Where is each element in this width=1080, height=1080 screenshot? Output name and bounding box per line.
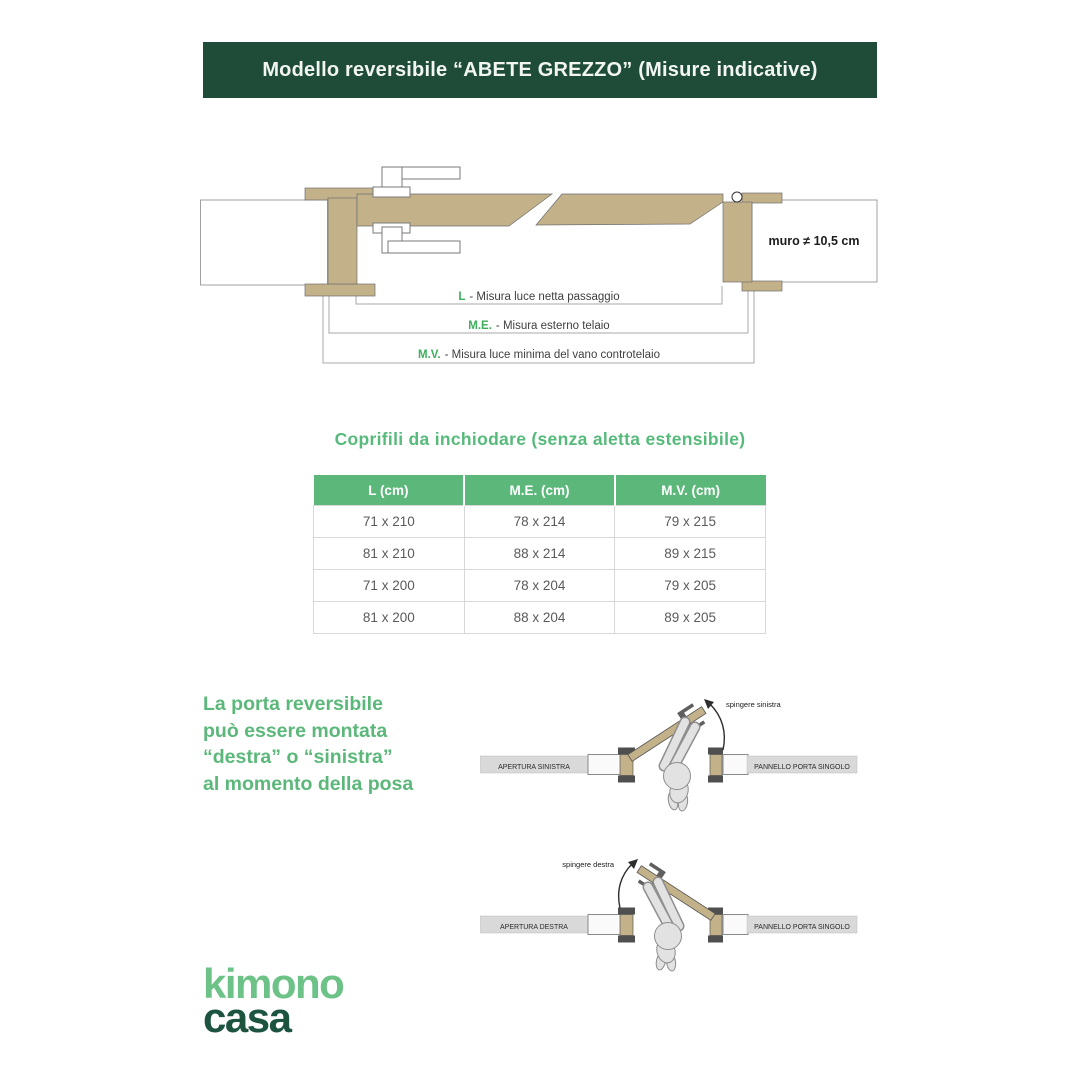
page-title: Modello reversibile “ABETE GREZZO” (Misure indicative) <box>262 58 818 81</box>
table-cell: 88 x 204 <box>464 602 615 634</box>
door-panel-left-segment <box>357 194 552 226</box>
push-arrow-icon <box>619 864 632 908</box>
table-header-row <box>314 475 766 506</box>
dimension-desc-L: - Misura luce netta passaggio <box>469 291 620 303</box>
brand-logo <box>203 960 344 1041</box>
title-banner <box>203 42 877 98</box>
dimension-abbr-MV: M.V. <box>418 349 441 361</box>
table-row <box>314 602 766 634</box>
table-row <box>314 570 766 602</box>
right-wall-segment <box>723 915 748 935</box>
right-wall-segment <box>723 755 748 775</box>
dimension-desc-ME: - Misura esterno telaio <box>495 320 610 332</box>
head <box>655 923 682 950</box>
table-cell: 79 x 205 <box>615 570 766 602</box>
door-panel-right-segment <box>536 194 723 225</box>
push-direction-label: spingere sinistra <box>726 700 781 709</box>
left-wall-segment <box>588 755 622 775</box>
head <box>664 763 691 790</box>
left-architrave-bottom <box>305 284 375 296</box>
left-wall-segment <box>588 915 622 935</box>
right-jamb-cap-bottom <box>708 776 723 783</box>
dimension-label-L <box>458 291 619 303</box>
right-jamb <box>710 755 722 776</box>
right-architrave-bottom <box>742 281 782 291</box>
coprifili-heading: Coprifili da inchiodare (senza aletta estensibile) <box>334 429 746 449</box>
table-cell: 81 x 210 <box>314 538 465 570</box>
push-arrow-icon <box>710 704 724 750</box>
right-wall-label: PANNELLO PORTA SINGOLO <box>754 764 850 771</box>
right-jamb-cap-bottom <box>708 936 723 943</box>
left-jamb-cap-bottom <box>618 936 635 943</box>
dimension-desc-MV: - Misura luce minima del vano controtelaio <box>444 349 660 361</box>
table-cell: 78 x 204 <box>464 570 615 602</box>
door-frame <box>305 188 782 296</box>
paragraph-line: “destra” o “sinistra” <box>203 746 393 768</box>
paragraph-line: al momento della posa <box>203 772 414 795</box>
left-jamb <box>620 915 633 936</box>
table-cell: 79 x 215 <box>615 506 766 538</box>
push-direction-label: spingere destra <box>562 860 614 869</box>
column-header-l: L (cm) <box>314 475 465 506</box>
left-wall-label: APERTURA DESTRA <box>500 924 568 931</box>
column-header-mv: M.V. (cm) <box>615 475 766 506</box>
dimension-label-MV <box>418 349 660 361</box>
left-wall-label: APERTURA SINISTRA <box>498 764 570 771</box>
table-cell: 71 x 200 <box>314 570 465 602</box>
door-cross-section-diagram <box>200 158 880 373</box>
dimension-abbr-ME: M.E. <box>468 320 492 332</box>
logo-line1: kimono <box>203 960 344 1007</box>
measurements-table <box>313 475 766 634</box>
wall-thickness-label: muro ≠ 10,5 cm <box>768 234 860 248</box>
hinge-pin-icon <box>732 192 742 202</box>
table-cell: 89 x 215 <box>615 538 766 570</box>
apertura-sinistra-diagram <box>480 690 880 840</box>
dimension-label-ME <box>468 320 609 332</box>
dimension-abbr-L: L <box>458 291 466 303</box>
handle-lever-bottom <box>388 241 460 253</box>
table-cell: 88 x 214 <box>464 538 615 570</box>
table-cell: 78 x 214 <box>464 506 615 538</box>
reversible-paragraph <box>203 691 413 797</box>
left-wall <box>201 200 328 285</box>
handle-plate-top <box>373 187 410 197</box>
table-row <box>314 538 766 570</box>
left-jamb-cap-top <box>618 908 635 915</box>
paragraph-line: può essere montata <box>203 719 388 742</box>
left-jamb <box>328 198 357 284</box>
column-header-me: M.E. (cm) <box>464 475 615 506</box>
logo-line2: casa <box>203 994 291 1041</box>
right-wall-label: PANNELLO PORTA SINGOLO <box>754 924 850 931</box>
paragraph-line: La porta reversibile <box>203 693 383 715</box>
table-row <box>314 506 766 538</box>
table-cell: 71 x 210 <box>314 506 465 538</box>
left-jamb-cap-bottom <box>618 776 635 783</box>
right-jamb <box>723 202 752 282</box>
right-jamb-cap-top <box>708 748 723 755</box>
apertura-destra-diagram <box>480 850 880 1000</box>
table-cell: 89 x 205 <box>615 602 766 634</box>
right-architrave-top <box>742 193 782 203</box>
table-cell: 81 x 200 <box>314 602 465 634</box>
